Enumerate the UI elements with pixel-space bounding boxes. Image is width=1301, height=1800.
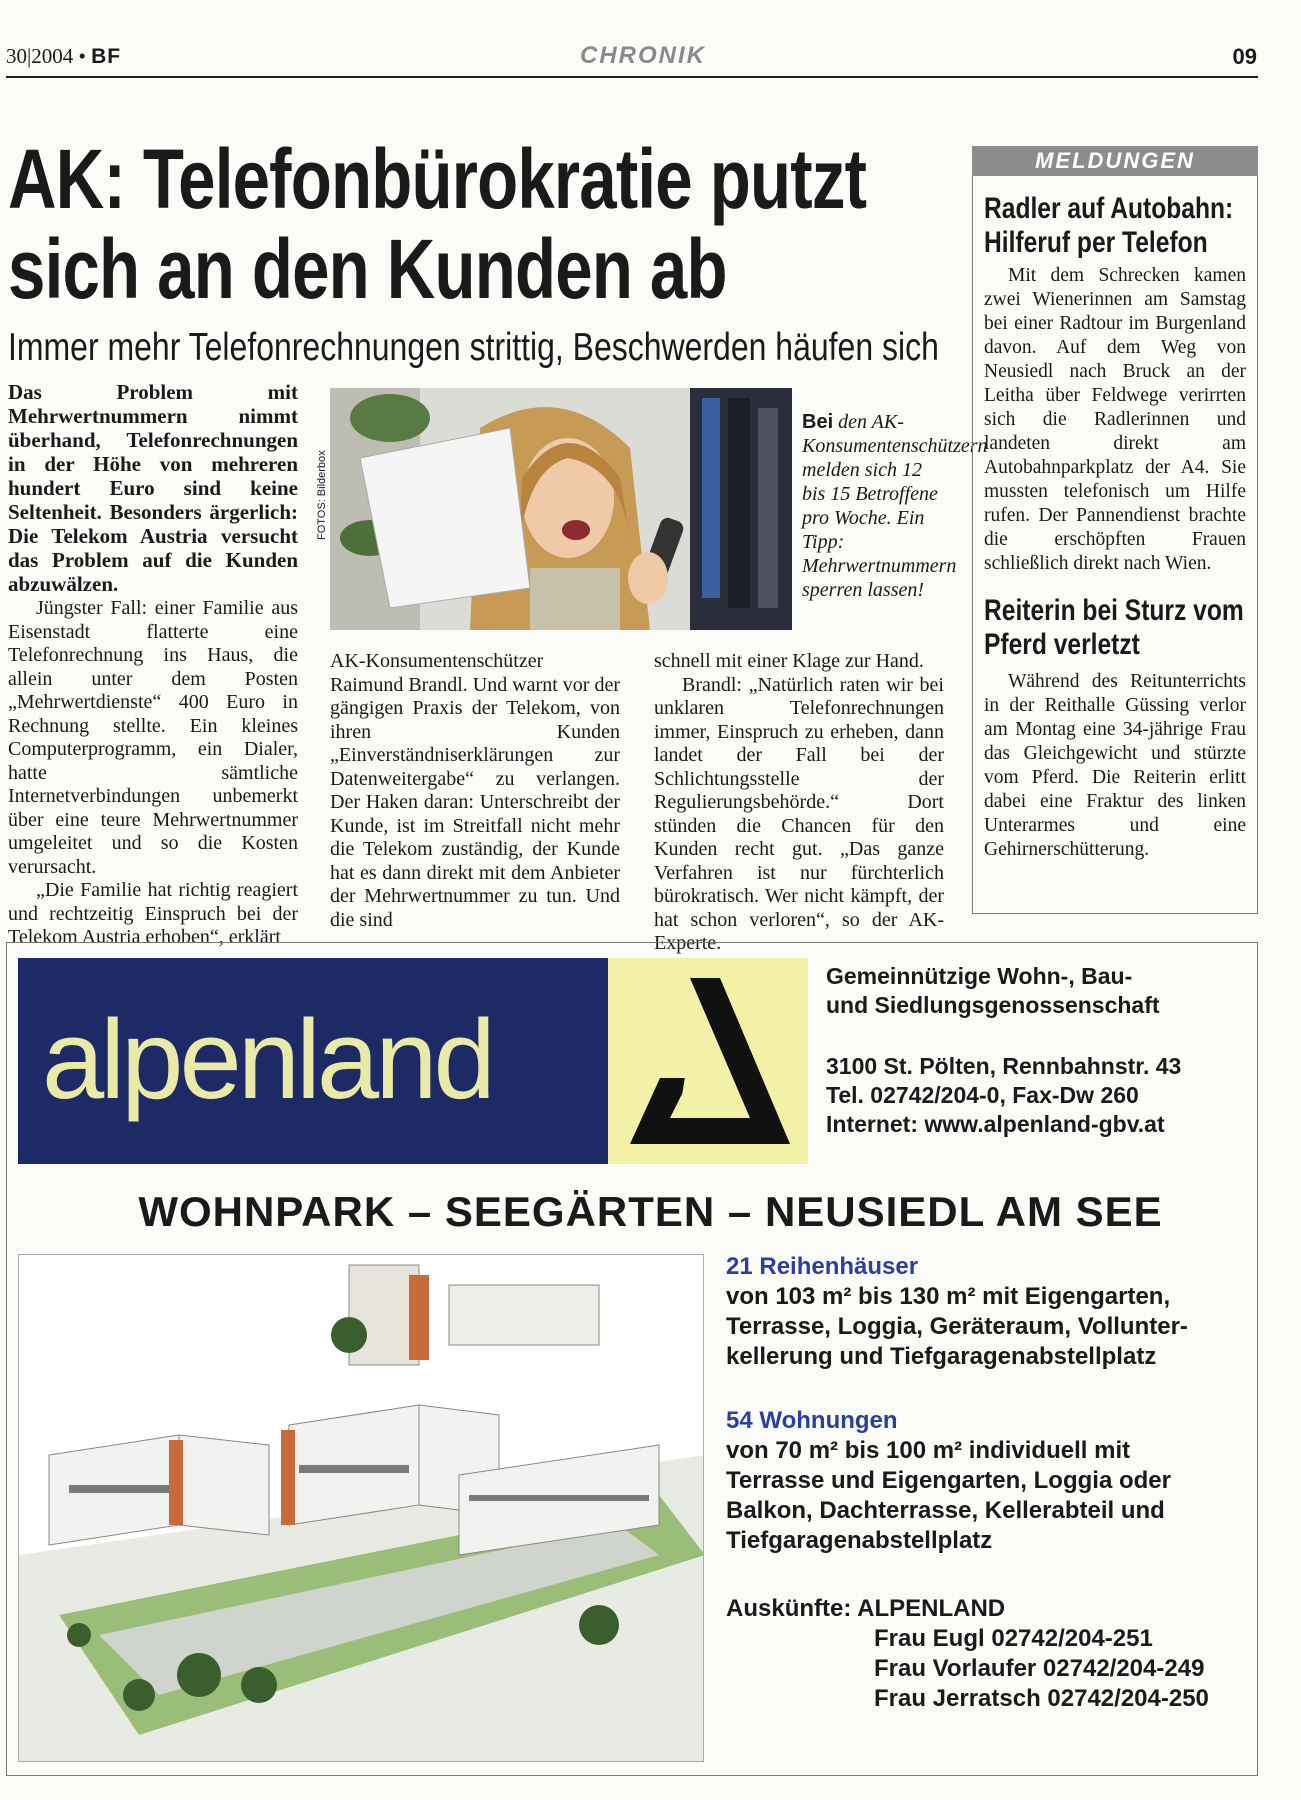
sidebar-title: MELDUNGEN xyxy=(1035,148,1195,173)
photo-credit: FOTOS: Bilderbox xyxy=(316,450,328,540)
ad-organization: Gemeinnützige Wohn-, Bau- und Siedlungsgenossenschaft xyxy=(826,963,1160,1018)
ad-architectural-rendering xyxy=(18,1254,704,1762)
photo-caption: Bei den AK-Konsumentenschützern melden sich 12 bis 15 Betroffene pro Woche. Ein Tipp: Mehrwertnummern sperren lassen! xyxy=(802,411,988,601)
ad-apartments-details: 54 Wohnungen von 70 m² bis 100 m² individuell mit Terrasse und Eigengarten, Loggia oder Balkon, Dachterrasse, Kellerabteil und Tiefgaragenabstellplatz xyxy=(726,1407,1171,1554)
article-column-1: Jüngster Fall: einer Familie aus Eisenstadt flatterte eine Telefonrechnung ins Haus, die allein unter dem Posten „Mehrwertdienste“ 400 Euro in Rechnung stellte. Ein kleines Computerprogramm, ein Dialer, hatte sämtliche Internetverbindungen unbemerkt über eine teure Mehrwertnummer umgeleitet und so die Kosten verursacht. „Die Familie hat richtig reagiert und rechtzeitig Einspruch bei der Telekom Austria erhoben“, erklärt xyxy=(8,597,298,948)
news-item-2-headline: Reiterin bei Sturz vom Pferd verletzt xyxy=(984,594,1244,661)
ad-inquiries: Auskünfte: ALPENLAND Frau Eugl 02742/204-251 Frau Vorlaufer 02742/204-249 Frau Jerratsch 02742/204-250 xyxy=(726,1595,1209,1712)
article-subheadline: Immer mehr Telefonrechnungen strittig, Beschwerden häufen sich xyxy=(8,326,939,369)
article-lead: Das Problem mit Mehrwertnummern nimmt überhand, Telefonrechnungen in der Höhe von mehreren hundert Euro sind keine Seltenheit. Besonders ärgerlich: Die Telekom Austria versucht das Problem auf die Kunden abzuwälzen. xyxy=(8,380,298,596)
article-photo xyxy=(330,388,792,630)
ad-title: WOHNPARK – SEEGÄRTEN – NEUSIEDL AM SEE xyxy=(138,1188,1163,1235)
ad-contact-info: 3100 St. Pölten, Rennbahnstr. 43 Tel. 02742/204-0, Fax-Dw 260 Internet: www.alpenland-gbv.at xyxy=(826,1053,1182,1137)
news-item-1-headline: Radler auf Autobahn: Hilferuf per Telefon xyxy=(984,192,1234,259)
ad-logo-text: alpenland xyxy=(42,997,492,1122)
issue-date: 30|2004 • BF xyxy=(6,44,122,68)
news-item-2-text: Während des Reitunterrichts in der Reithalle Güssing verlor am Montag eine 34-jährige Frau das Gleichgewicht und stürzte vom Pferd. Die Reiterin erlitt dabei eine Fraktur des linken Unterarmes und eine Gehirnerschütterung. xyxy=(984,671,1246,860)
ad-townhouses-details: 21 Reihenhäuser von 103 m² bis 130 m² mit Eigengarten, Terrasse, Loggia, Geräteraum, Vollunter- kellerung und Tiefgaragenabstellplatz xyxy=(726,1253,1188,1370)
news-item-1-text: Mit dem Schrecken kamen zwei Wienerinnen am Samstag bei einer Radtour im Burgenland davon. Auf dem Weg von Neusiedl nach Bruck an der Leitha über Feldwege verirrten sich die Radlerinnen und landeten direkt am Autobahnparkplatz der A4. Sie mussten telefonisch um Hilfe rufen. Der Pannendienst brachte die erschöpften Frauen schließlich direkt nach Wien. xyxy=(984,265,1246,574)
publication-name: BF xyxy=(91,45,122,68)
article-column-3: schnell mit einer Klage zur Hand. Brandl: „Natürlich raten wir bei unklaren Telefonrechnungen immer, Einspruch zu erheben, dann landet der Fall bei der Schlichtungsstelle der Regulierungsbehörde.“ Dort stünden die Chancen für den Kunden recht gut. „Das ganze Verfahren ist nur fürchterlich bürokratisch. Wer nicht kämpft, der hat schon verloren“, so der AK-Experte. xyxy=(654,650,944,954)
section-name: CHRONIK xyxy=(580,42,706,69)
article-headline: AK: Telefonbürokratie putzt sich an den Kunden ab xyxy=(8,132,867,316)
alpenland-mark-icon xyxy=(620,968,800,1154)
article-column-2: AK-Konsumentenschützer Raimund Brandl. Und warnt vor der gängigen Praxis der Telekom, von ihren Kunden „Einverständniserklärungen zur Datenweitergabe“ zu verlangen. Der Haken daran: Unterschreibt der Kunde, ist im Streitfall nicht mehr die Telekom zuständig, der Kunde hat es dann direkt mit dem Anbieter der Mehrwertnummer zu tun. Und die sind xyxy=(330,650,620,931)
header-rule xyxy=(6,76,1258,78)
page-number: 09 xyxy=(1232,44,1257,69)
